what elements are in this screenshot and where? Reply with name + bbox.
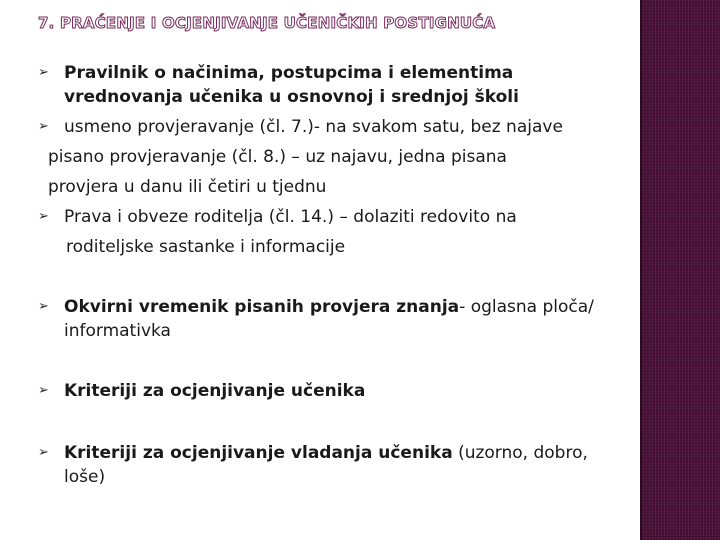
decorative-stripe-edge — [640, 0, 642, 540]
item-2-line-2: pisano provjeravanje (čl. 8.) – uz najavu, jedna pisana — [48, 147, 507, 167]
item-3-line-1: Prava i obveze roditelja (čl. 14.) – dolaziti redovito na — [64, 207, 517, 227]
item-1-line-1: Pravilnik o načinima, postupcima i elementima — [64, 63, 514, 83]
item-1-line-2: vrednovanja učenika u osnovnoj i srednjoj školi — [64, 87, 519, 107]
item-5-line-1: Kriteriji za ocjenjivanje učenika — [64, 381, 366, 401]
bullet-arrow-icon: ➢ — [38, 209, 49, 224]
bullet-arrow-icon: ➢ — [38, 383, 49, 398]
item-2-line-3: provjera u danu ili četiri u tjednu — [48, 177, 327, 197]
item-3-line-2: roditeljske sastanke i informacije — [66, 237, 346, 257]
item-6-bold-text: Kriteriji za ocjenjivanje vladanja učenika — [64, 443, 453, 463]
item-4-bold-text: Okvirni vremenik pisanih provjera znanja — [64, 297, 460, 317]
bullet-arrow-icon: ➢ — [38, 299, 49, 314]
item-6-rest-text: (uzorno, dobro, — [452, 443, 588, 463]
item-6-line-2: loše) — [64, 467, 106, 487]
decorative-side-stripe — [640, 0, 720, 540]
item-4-rest-text: - oglasna ploča/ — [459, 297, 594, 317]
bullet-arrow-icon: ➢ — [38, 119, 49, 134]
slide-title: 7. PRAĆENJE I OCJENJIVANJE UČENIČKIH POSTIGNUĆA — [38, 14, 496, 32]
bullet-arrow-icon: ➢ — [38, 65, 49, 80]
item-6-line-1 — [64, 442, 588, 464]
item-4-line-2: informativka — [64, 321, 171, 341]
bullet-arrow-icon: ➢ — [38, 445, 49, 460]
item-2-line-1: usmeno provjeravanje (čl. 7.)- na svakom satu, bez najave — [64, 117, 563, 137]
item-4-line-1 — [64, 296, 594, 318]
